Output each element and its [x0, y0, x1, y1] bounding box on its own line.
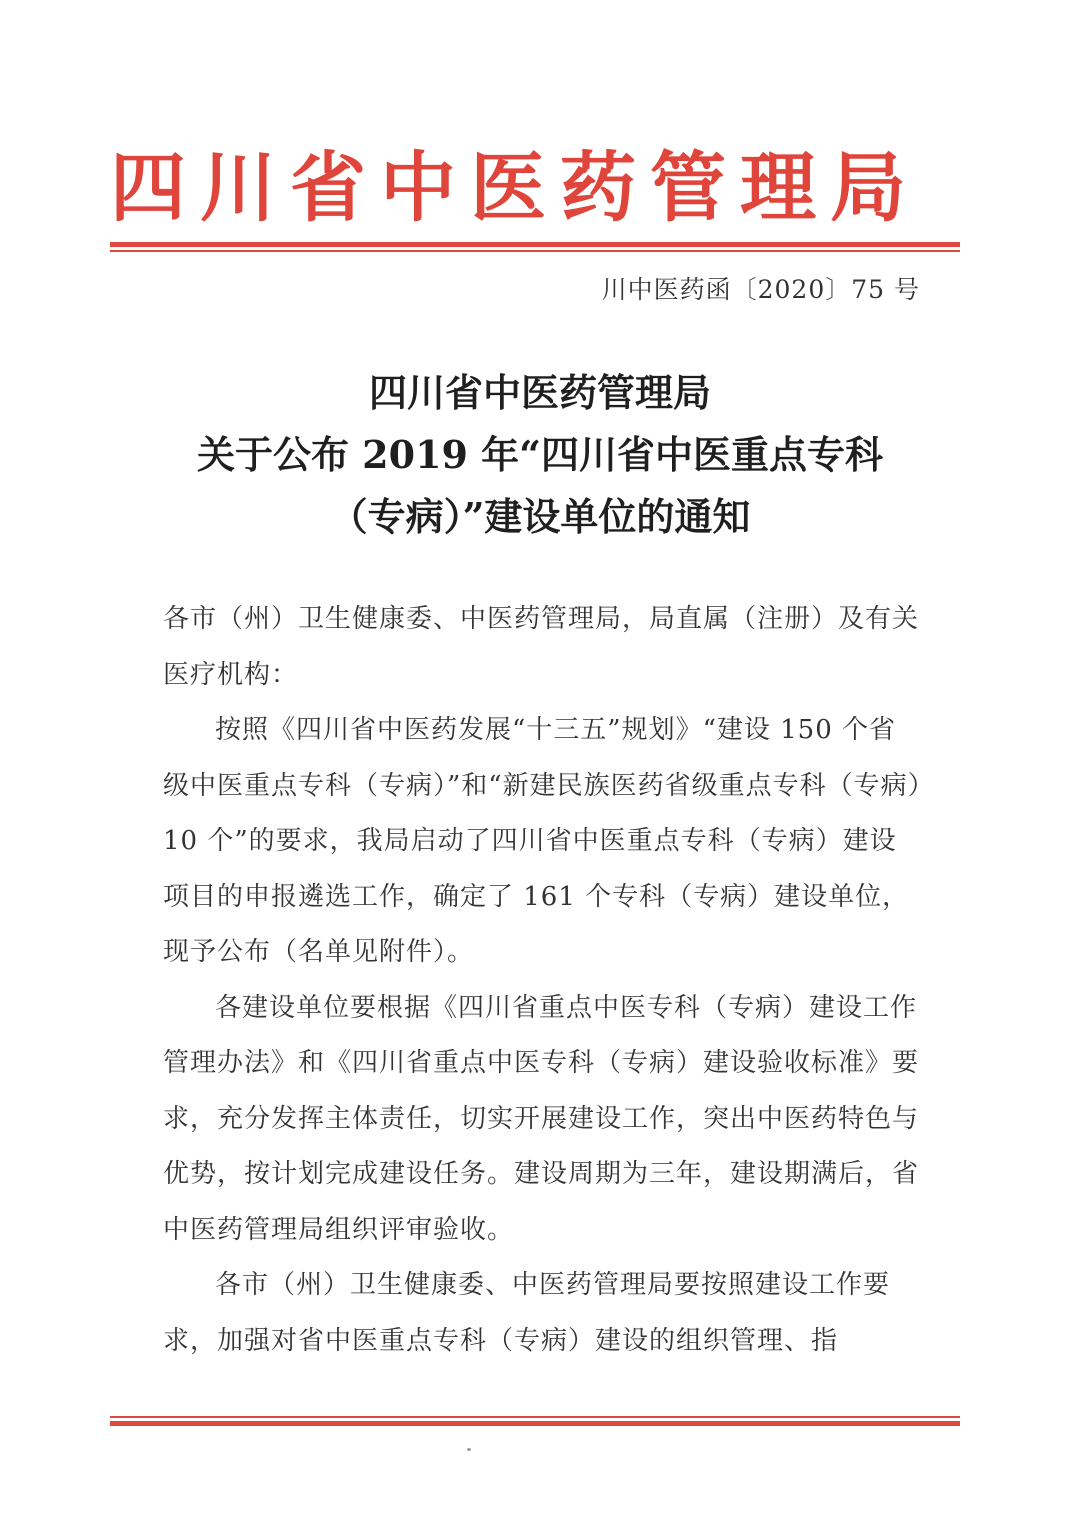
document-title	[110, 362, 970, 548]
footer-rule-thin	[110, 1416, 960, 1418]
paragraph-3: 各市（州）卫生健康委、中医药管理局要按照建设工作要求，加强对省中医重点专科（专病）建设的组织管理、指	[163, 1270, 891, 1356]
header-rule-thick	[110, 242, 960, 247]
paragraph-1: 按照《四川省中医药发展“十三五”规划》“建设 150 个省级中医重点专科（专病）”和“新建民族医药省级重点专科（专病）10 个”的要求，我局启动了四川省中医重点专科（专病）建设项目的申报遴选工作，确定了 161 个专科（专病）建设单位，现予公布（名单见附件）。	[163, 715, 922, 967]
recipient-line: 各市（州）卫生健康委、中医药管理局，局直属（注册）及有关医疗机构：	[163, 604, 920, 690]
document-number: 川中医药函〔2020〕75 号	[601, 275, 920, 304]
header-rule-thin	[110, 250, 960, 252]
paragraph-2: 各建设单位要根据《四川省重点中医专科（专病）建设工作管理办法》和《四川省重点中医专科（专病）建设验收标准》要求，充分发挥主体责任，切实开展建设工作，突出中医药特色与优势，按计划完成建设任务。建设周期为三年，建设期满后，省中医药管理局组织评审验收。	[163, 992, 920, 1245]
scan-speck	[467, 1448, 471, 1451]
title-line-1: 四川省中医药管理局	[368, 370, 711, 415]
document-body	[163, 592, 923, 1369]
title-line-2: 关于公布 2019 年“四川省中医重点专科	[196, 432, 884, 477]
footer-rule-thick	[110, 1421, 960, 1426]
agency-header: 四川省中医药管理局	[110, 143, 920, 232]
title-line-3: （专病）”建设单位的通知	[329, 494, 751, 539]
